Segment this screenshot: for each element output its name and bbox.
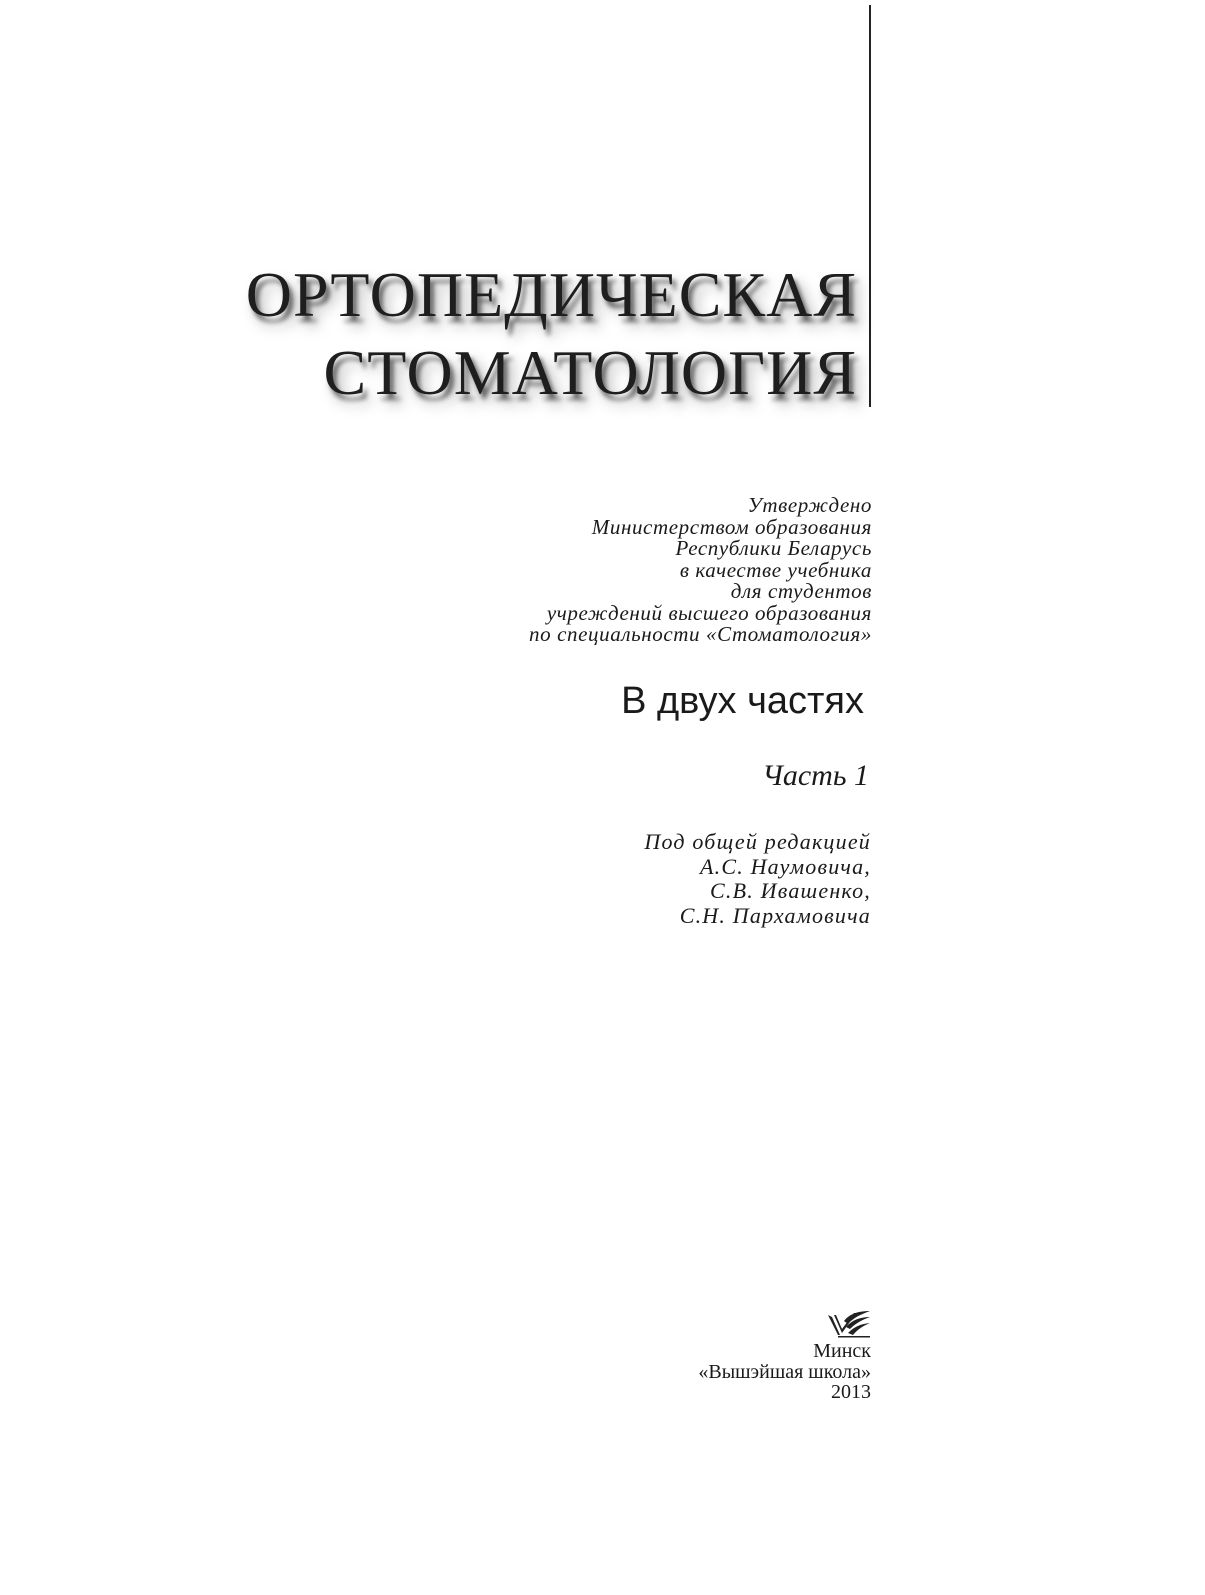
publisher-imprint (698, 1341, 871, 1403)
editors-block (644, 830, 871, 928)
approval-line: Утверждено (747, 493, 872, 517)
approval-line: в качестве учебника (679, 557, 872, 582)
publisher-logo-icon (826, 1309, 872, 1339)
editor-name: С.Н. Пархамовича (679, 902, 871, 928)
part-number: Часть 1 (762, 759, 869, 792)
book-title (246, 256, 857, 412)
approval-line: Министерством образования (591, 514, 872, 539)
approval-line: для студентов (730, 579, 872, 603)
editor-name: А.С. Наумовича, (699, 853, 871, 879)
book-title-line-1: ОРТОПЕДИЧЕСКАЯ (245, 259, 857, 330)
editor-name: С.В. Ивашенко, (710, 878, 871, 903)
publisher-name: «Вышэйшая школа» (698, 1360, 871, 1383)
approval-line: учреждений высшего образования (546, 600, 872, 625)
publisher-city: Минск (813, 1340, 871, 1362)
parts-label: В двух частях (621, 680, 864, 722)
approval-line: по специальности «Стоматология» (529, 622, 872, 646)
publication-year: 2013 (831, 1381, 871, 1403)
vertical-rule (869, 5, 871, 407)
approval-line: Республики Беларусь (675, 536, 872, 560)
editors-heading: Под общей редакцией (644, 829, 871, 854)
approval-statement (529, 495, 872, 646)
book-title-line-2: СТОМАТОЛОГИЯ (323, 337, 857, 408)
